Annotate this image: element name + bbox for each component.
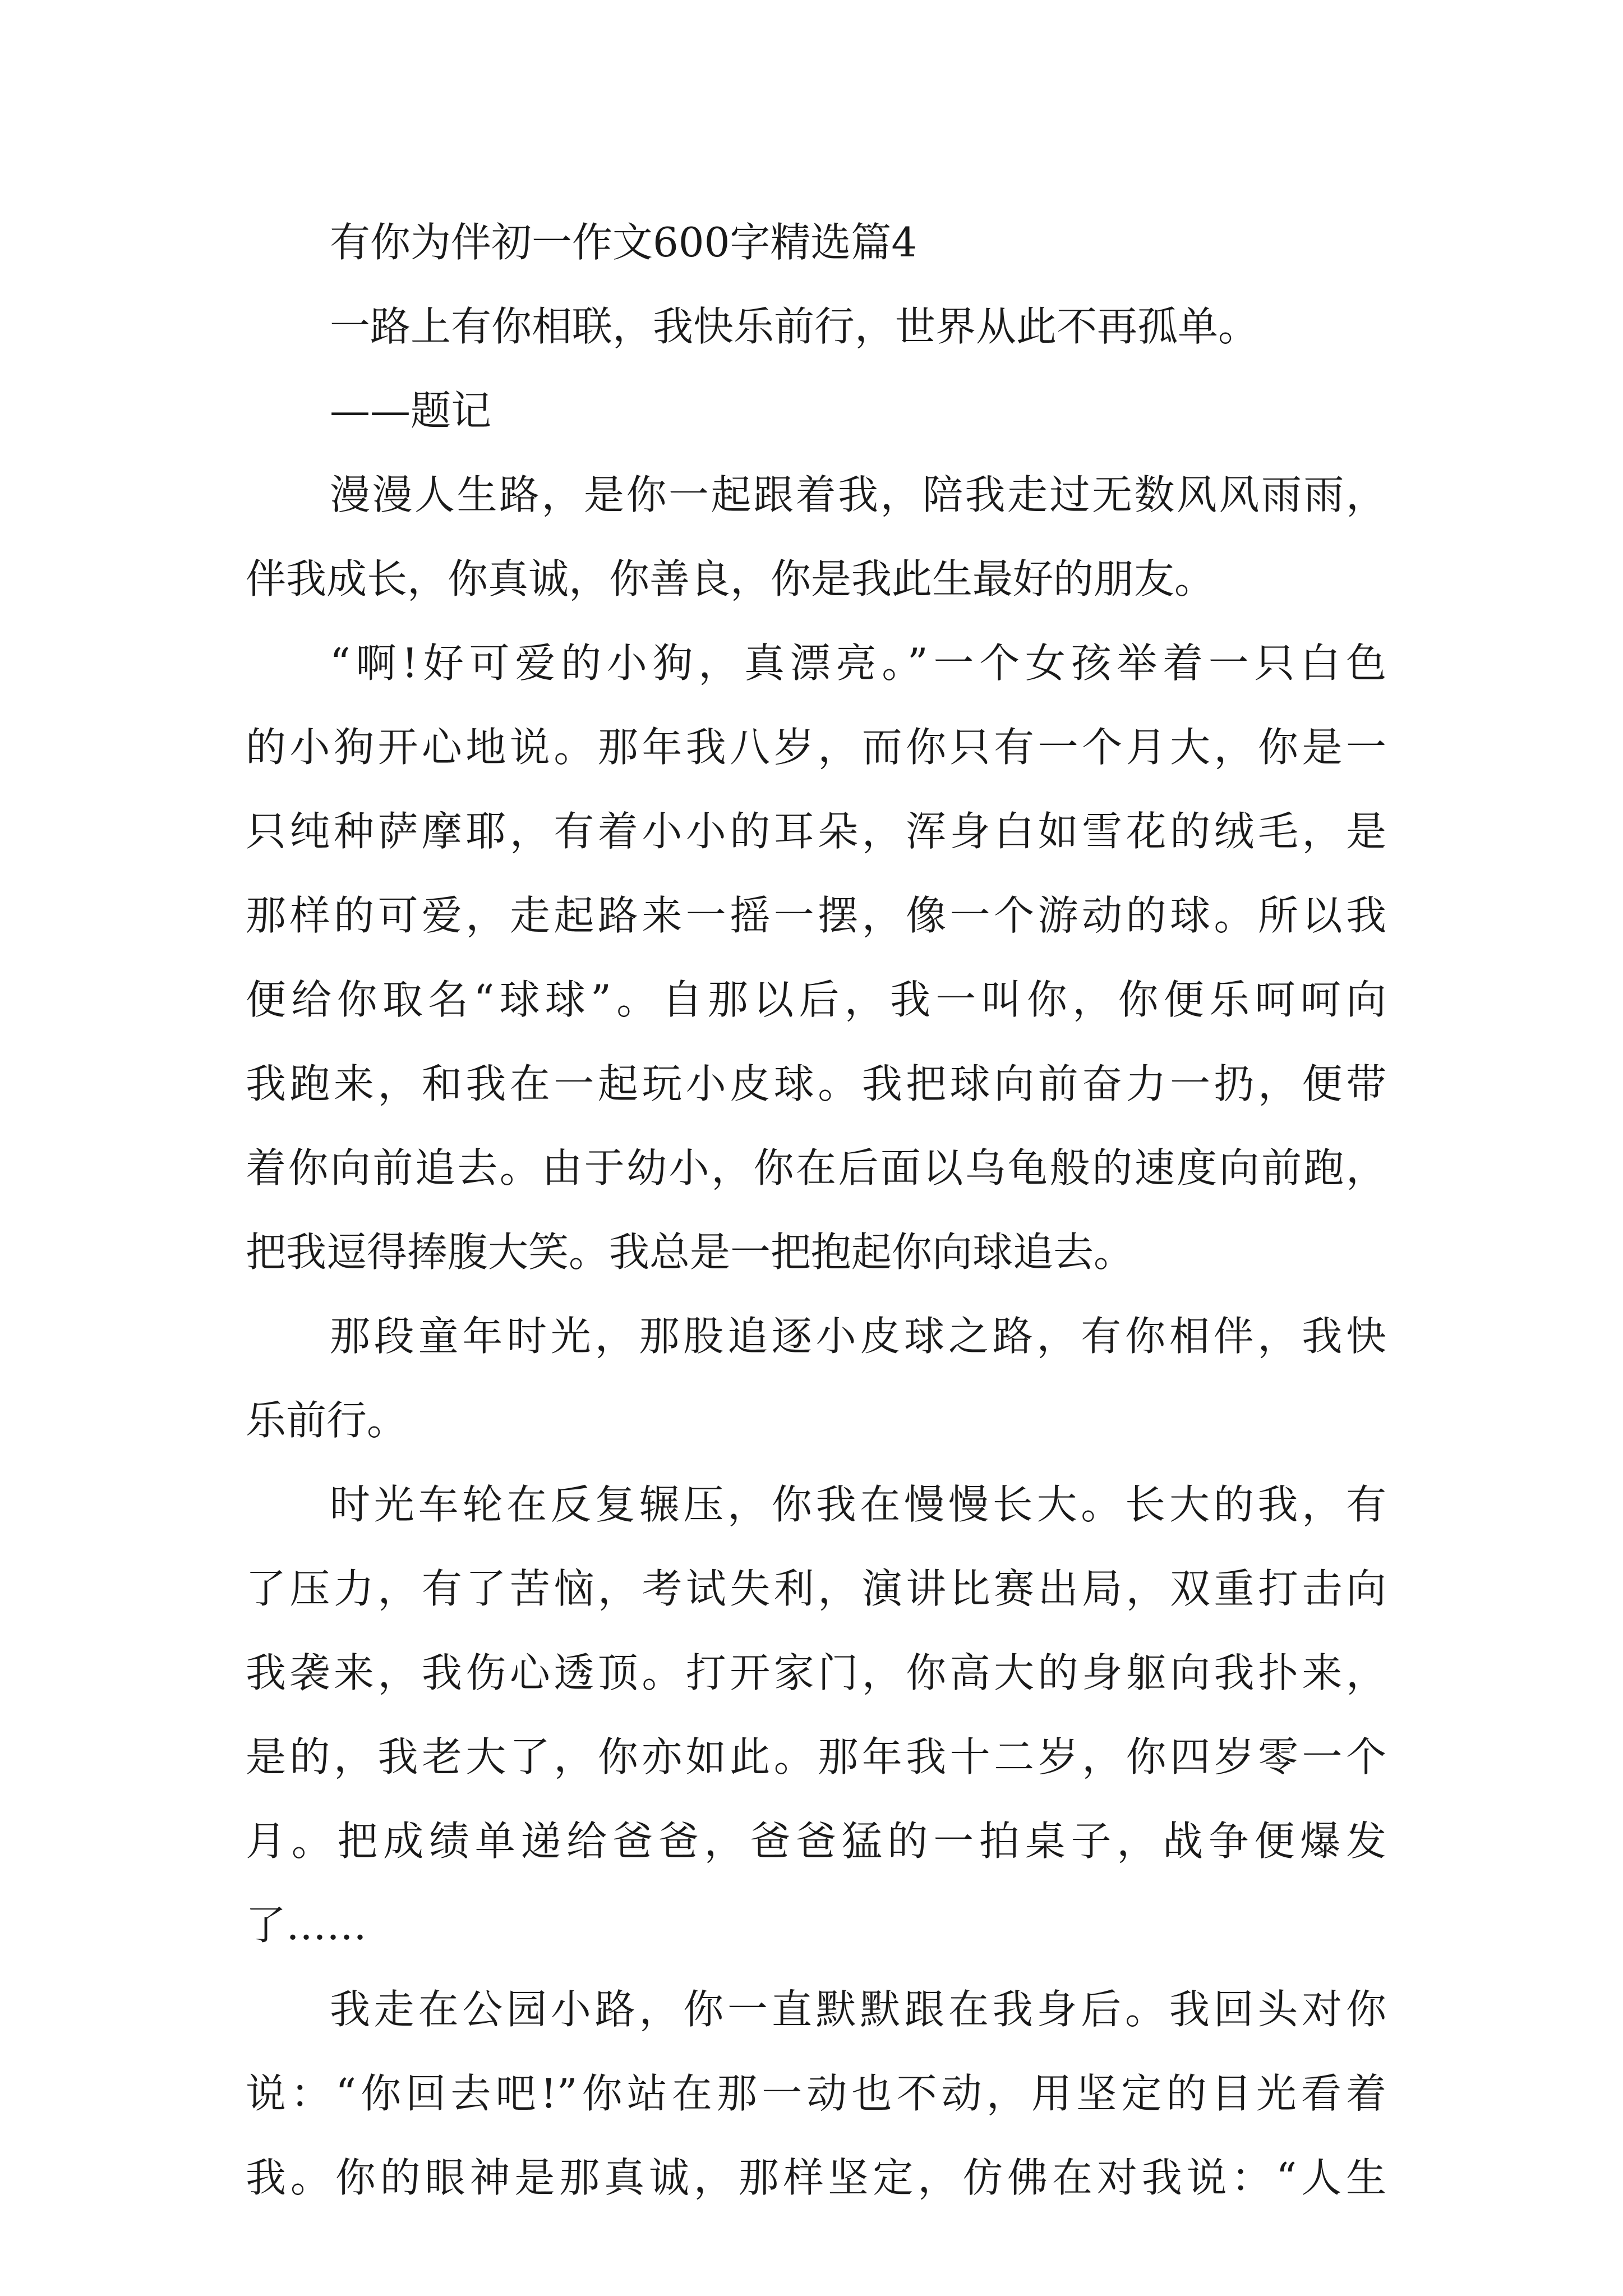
document-title: 有你为伴初一作文600字精选篇4 — [330, 219, 917, 266]
paragraph-line: 的小狗开心地说。那年我八岁，而你只有一个月大，你是一 — [246, 724, 1386, 771]
paragraph-line: 那样的可爱，走起路来一摇一摆，像一个游动的球。所以我 — [246, 892, 1386, 939]
paragraph-line: 便给你取名“球球”。自那以后，我一叫你，你便乐呵呵向 — [246, 976, 1386, 1023]
paragraph-line: 月。把成绩单递给爸爸，爸爸猛的一拍桌子，战争便爆发 — [246, 1818, 1386, 1865]
paragraph-line: 是的，我老大了，你亦如此。那年我十二岁，你四岁零一个 — [246, 1733, 1386, 1780]
epigraph: 一路上有你相联，我快乐前行，世界从此不再孤单。 — [330, 303, 1259, 350]
paragraph-line: 把我逗得捧腹大笑。我总是一把抱起你向球追去。 — [246, 1228, 1135, 1276]
paragraph-line: “啊!好可爱的小狗，真漂亮。”一个女孩举着一只白色 — [330, 639, 1386, 687]
paragraph-line: 了…… — [246, 1902, 367, 1949]
paragraph-line: 伴我成长，你真诚，你善良，你是我此生最好的朋友。 — [246, 555, 1215, 602]
paragraph-line: 时光车轮在反复辗压，你我在慢慢长大。长大的我，有 — [330, 1481, 1386, 1528]
paragraph-line: 漫漫人生路，是你一起跟着我，陪我走过无数风风雨雨， — [330, 471, 1386, 518]
paragraph-line: 了压力，有了苦恼，考试失利，演讲比赛出局，双重打击向 — [246, 1565, 1386, 1612]
paragraph-line: 我跑来，和我在一起玩小皮球。我把球向前奋力一扔，便带 — [246, 1060, 1386, 1107]
paragraph-line: 着你向前追去。由于幼小，你在后面以乌龟般的速度向前跑， — [246, 1144, 1386, 1191]
paragraph-line: 乐前行。 — [246, 1397, 408, 1444]
paragraph-line: 只纯种萨摩耶，有着小小的耳朵，浑身白如雪花的绒毛，是 — [246, 808, 1386, 855]
paragraph-line: 我。你的眼神是那真诚，那样坚定，仿佛在对我说：“人生 — [246, 2154, 1386, 2201]
paragraph-line: 那段童年时光，那股追逐小皮球之路，有你相伴，我快 — [330, 1313, 1386, 1360]
paragraph-line: 我袭来，我伤心透顶。打开家门，你高大的身躯向我扑来， — [246, 1649, 1386, 1696]
epigraph-attribution: ——题记 — [330, 387, 492, 434]
document-body — [246, 214, 1386, 2234]
paragraph-line: 说：“你回去吧!”你站在那一动也不动，用坚定的目光看着 — [246, 2070, 1386, 2117]
paragraph-line: 我走在公园小路，你一直默默跟在我身后。我回头对你 — [330, 1986, 1386, 2033]
